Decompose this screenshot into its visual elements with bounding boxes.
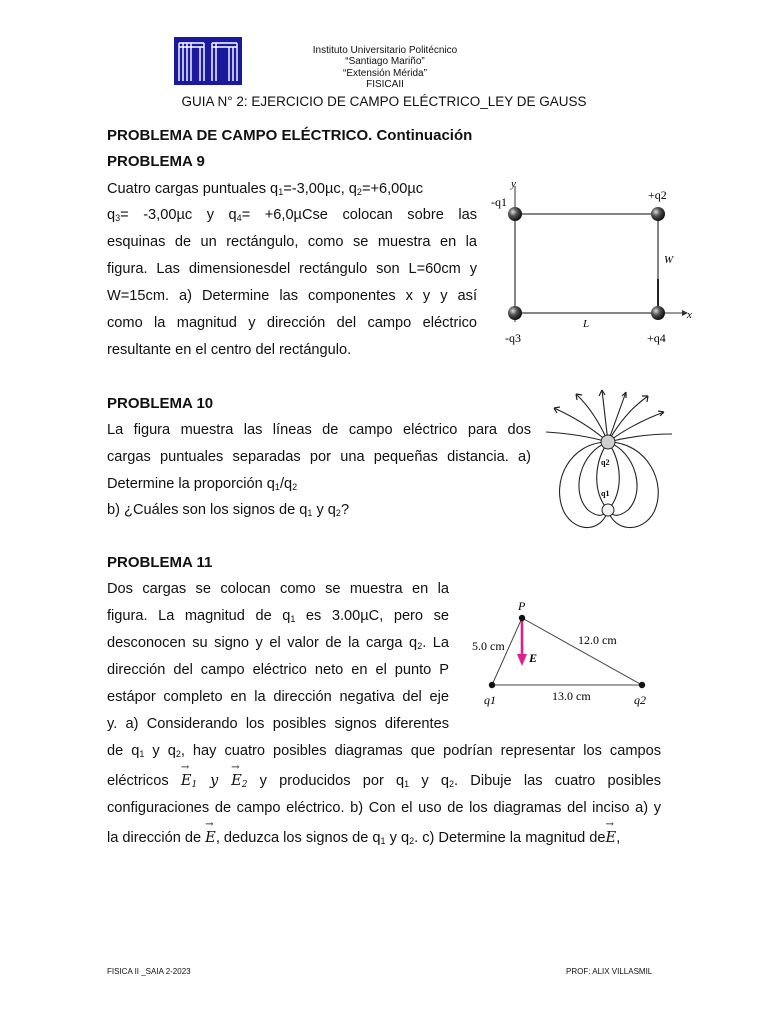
- problem-9-heading: PROBLEMA 9: [107, 153, 205, 170]
- label-13cm: 13.0 cm: [552, 689, 591, 703]
- p9-line-4: figura. Las dimensionesdel rectángulo son L=60cm y: [107, 261, 477, 277]
- p11-line-8: eléctricos → $E_1$ $y \to E_2$ y producidos por $q_1$ y $q_2$. Dibuje las cuatro posibles: [107, 772, 661, 789]
- label-q1: q1: [484, 693, 496, 707]
- charge-q3: [508, 306, 522, 320]
- p11-line-5: estápor completo en la dirección negativa del eje: [107, 689, 449, 705]
- label-p: P: [518, 599, 526, 613]
- label-e: E: [529, 651, 538, 665]
- label-q2: +q2: [648, 188, 667, 202]
- label-12cm: 12.0 cm: [578, 633, 617, 647]
- charge-q1-ball: [602, 504, 614, 516]
- p9-line-2: $q_3= -3,00\mu c$ y $q_4= +6,0\mu Cse$ colocan sobre las: [107, 207, 477, 223]
- label-l: L: [583, 318, 590, 330]
- label-q2: q2: [601, 458, 610, 467]
- triangle-charges-figure: [462, 596, 684, 714]
- p11-line-7: de $q_1$ y $q_2$, hay cuatro posibles diagramas que podrían representar los campos: [107, 743, 662, 759]
- p9-line-6: como la magnitud y dirección del campo eléctrico: [107, 315, 477, 331]
- p10-line-3: Determine la proporción $q_1/q_2$: [107, 476, 298, 492]
- footer-professor: PROF: ALIX VILLASMIL: [566, 967, 653, 976]
- guide-title: GUIA N° 2: EJERCICIO DE CAMPO ELÉCTRICO_LEY DE GAUSS: [181, 94, 587, 109]
- label-q3: -q3: [505, 331, 521, 345]
- p9-line-3: esquinas de un rectángulo, como se muestra en la: [107, 234, 477, 250]
- institute-extension: “Extensión Mérida”: [343, 68, 427, 79]
- section-title: PROBLEMA DE CAMPO ELÉCTRICO. Continuación: [107, 127, 473, 144]
- problem-11-heading: PROBLEMA 11: [107, 554, 213, 571]
- p11-line-10: la dirección de → E, deduzca los signos de $q_1$ y $q_2$. c) Determine la magnitud de→ E,: [107, 829, 620, 846]
- institute-name: Instituto Universitario Politécnico: [312, 45, 458, 56]
- p11-line-2: figura. La magnitud de $q_1$ es 3.00µC, pero se: [107, 608, 449, 624]
- charge-q2-dot: [639, 682, 645, 688]
- course-name: FISICAII: [366, 79, 404, 90]
- e-field-arrowhead: [517, 654, 527, 666]
- charge-q2: [651, 207, 665, 221]
- p10-line-2: cargas puntuales separadas por una pequeñas distancia. a): [107, 449, 531, 465]
- charge-q4: [651, 306, 665, 320]
- p11-line-4: dirección del campo eléctrico neto en el punto P: [107, 662, 449, 678]
- label-5cm: 5.0 cm: [472, 639, 505, 653]
- p9-line-1: Cuatro cargas puntuales $q_1=-3,00\mu c$, $q_2=+6,00\mu c$: [107, 181, 424, 197]
- y-axis-label: y: [511, 178, 516, 190]
- p11-line-1: Dos cargas se colocan como se muestra en la: [107, 581, 449, 597]
- point-p: [519, 615, 525, 621]
- side-12cm: [522, 618, 642, 685]
- charge-q2-ball: [601, 435, 615, 449]
- label-q2: q2: [634, 693, 646, 707]
- charge-q1: [508, 207, 522, 221]
- problem-10-heading: PROBLEMA 10: [107, 395, 214, 412]
- label-q1: q1: [601, 489, 610, 498]
- label-q4: +q4: [647, 331, 666, 345]
- footer-course: FISICA II _SAIA 2-2023: [107, 967, 191, 976]
- rectangle-charges-figure: [488, 172, 698, 350]
- charge-q1-dot: [489, 682, 495, 688]
- p10-line-1: La figura muestra las líneas de campo eléctrico para dos: [107, 422, 531, 438]
- institute-logo: [174, 37, 242, 85]
- field-lines-figure: [540, 382, 680, 542]
- vector-e1: → $E_1$ $y \to E_2$: [181, 772, 248, 789]
- institute-subname: “Santiago Mariño”: [345, 56, 425, 67]
- rectangle: [515, 214, 658, 313]
- p10-line-4: b) ¿Cuáles son los signos de $q_1$ y $q_2$?: [107, 502, 350, 518]
- label-q1: -q1: [491, 195, 507, 209]
- x-axis-label: x: [687, 309, 692, 321]
- label-w: W: [664, 254, 674, 266]
- p11-line-6: y. a) Considerando los posibles signos diferentes: [107, 716, 449, 732]
- p11-line-3: desconocen su signo y el valor de la carga $q_2$. La: [107, 635, 450, 651]
- p11-line-9: configuraciones de campo eléctrico. b) Con el uso de los diagramas del inciso a) y: [107, 800, 661, 816]
- p9-line-7: resultante en el centro del rectángulo.: [107, 342, 352, 358]
- p9-line-5: W=15cm. a) Determine las componentes x y y así: [107, 288, 477, 304]
